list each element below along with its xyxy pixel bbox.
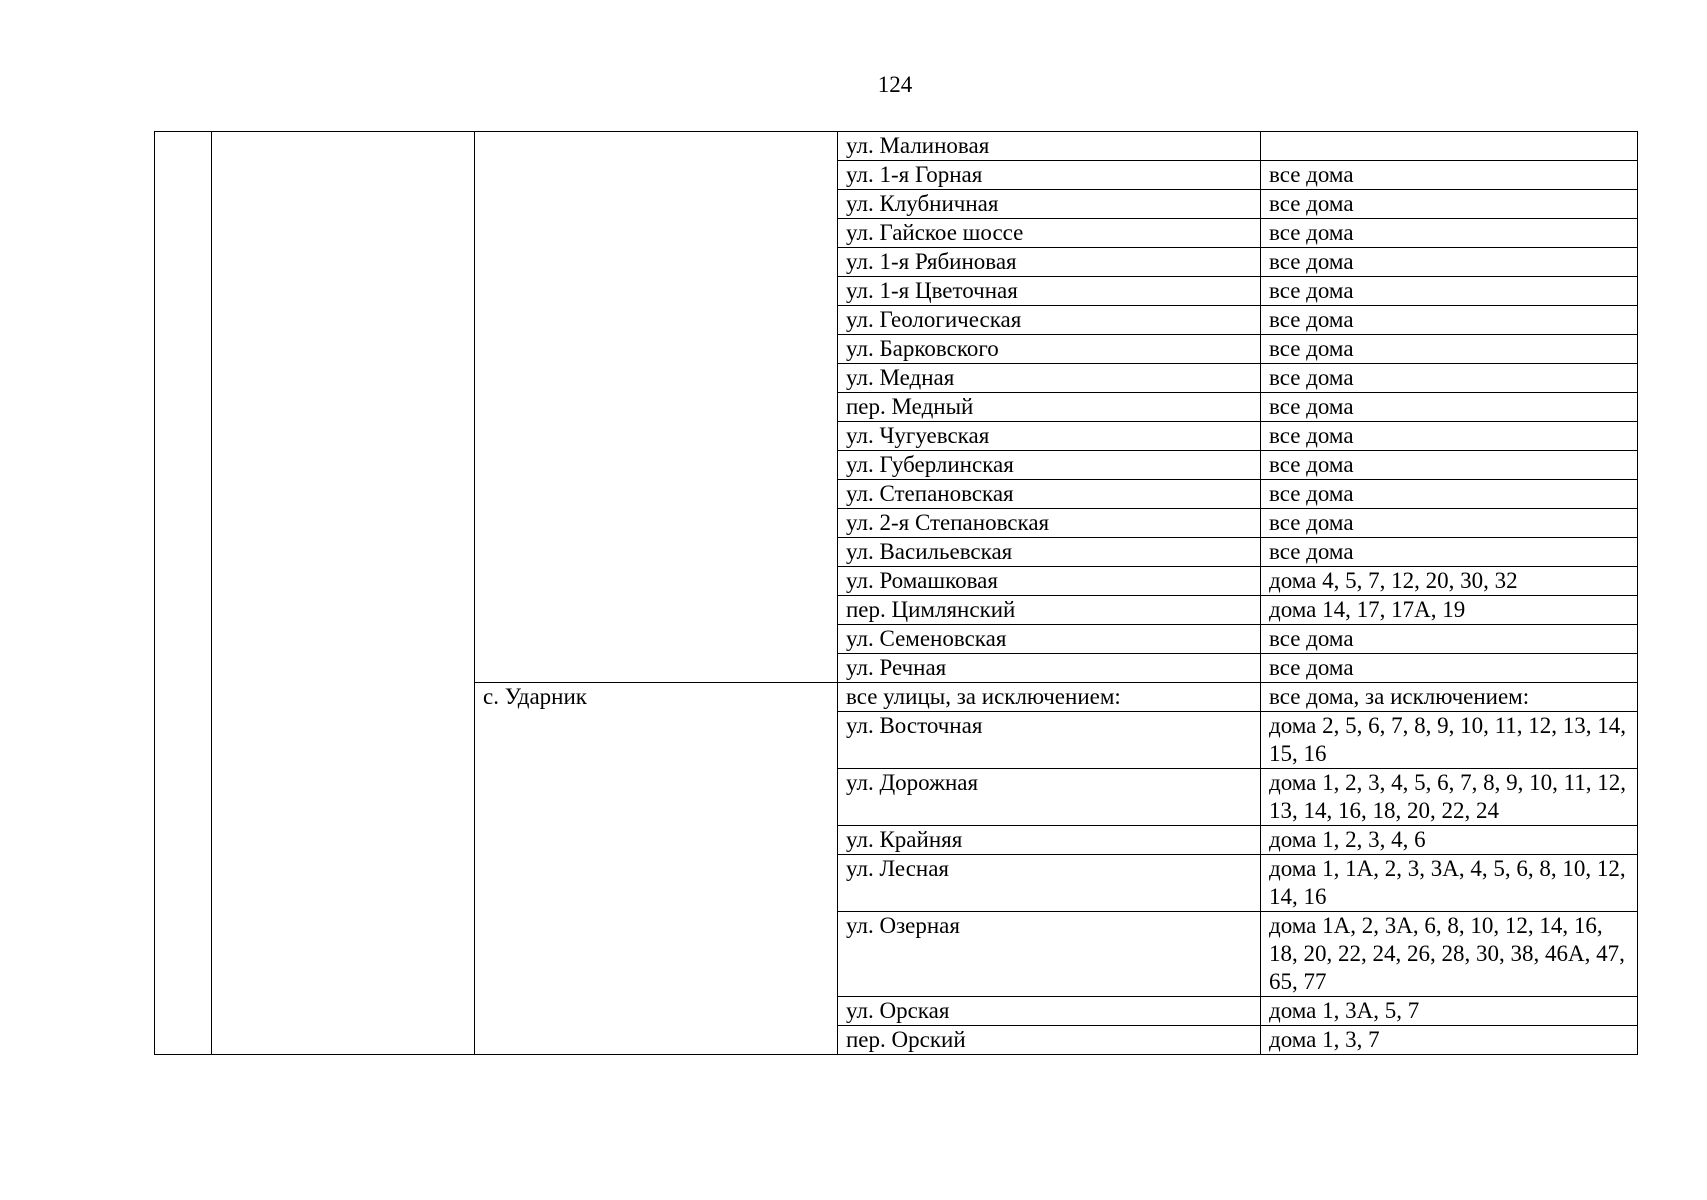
street-cell: ул. Барковского — [838, 335, 1261, 364]
houses-cell: все дома — [1261, 480, 1638, 509]
houses-cell: все дома — [1261, 306, 1638, 335]
street-cell: пер. Цимлянский — [838, 596, 1261, 625]
address-table — [154, 131, 1638, 1055]
houses-cell: все дома — [1261, 654, 1638, 683]
street-cell: ул. Речная — [838, 654, 1261, 683]
street-cell: все улицы, за исключением: — [838, 683, 1261, 712]
houses-cell: все дома — [1261, 248, 1638, 277]
street-cell: ул. Дорожная — [838, 769, 1261, 826]
houses-cell: дома 4, 5, 7, 12, 20, 30, 32 — [1261, 567, 1638, 596]
street-cell: ул. 1-я Цветочная — [838, 277, 1261, 306]
houses-cell: все дома — [1261, 364, 1638, 393]
houses-cell: все дома — [1261, 190, 1638, 219]
street-cell: ул. Чугуевская — [838, 422, 1261, 451]
houses-cell: дома 2, 5, 6, 7, 8, 9, 10, 11, 12, 13, 14, 15, 16 — [1261, 712, 1638, 769]
houses-cell: дома 1, 1А, 2, 3, 3А, 4, 5, 6, 8, 10, 12, 14, 16 — [1261, 855, 1638, 912]
page-number: 124 — [877, 72, 913, 97]
street-cell: ул. 1-я Рябиновая — [838, 248, 1261, 277]
houses-cell: все дома — [1261, 335, 1638, 364]
houses-cell: все дома — [1261, 451, 1638, 480]
houses-cell: все дома — [1261, 393, 1638, 422]
street-cell: ул. 1-я Горная — [838, 161, 1261, 190]
houses-cell: дома 1, 3А, 5, 7 — [1261, 997, 1638, 1026]
houses-cell: все дома — [1261, 422, 1638, 451]
houses-cell: все дома — [1261, 161, 1638, 190]
street-cell: ул. Орская — [838, 997, 1261, 1026]
street-cell: ул. Клубничная — [838, 190, 1261, 219]
street-cell: ул. Степановская — [838, 480, 1261, 509]
houses-cell: все дома — [1261, 625, 1638, 654]
street-cell: ул. Ромашковая — [838, 567, 1261, 596]
houses-cell: дома 1, 2, 3, 4, 6 — [1261, 826, 1638, 855]
street-cell: ул. Медная — [838, 364, 1261, 393]
houses-cell: все дома — [1261, 219, 1638, 248]
houses-cell: дома 1, 2, 3, 4, 5, 6, 7, 8, 9, 10, 11, 12, 13, 14, 16, 18, 20, 22, 24 — [1261, 769, 1638, 826]
houses-cell: все дома — [1261, 277, 1638, 306]
street-cell: ул. Геологическая — [838, 306, 1261, 335]
street-cell: ул. Озерная — [838, 912, 1261, 997]
street-cell: ул. Малиновая — [838, 132, 1261, 161]
street-cell: ул. Лесная — [838, 855, 1261, 912]
street-cell: пер. Медный — [838, 393, 1261, 422]
street-cell: ул. Семеновская — [838, 625, 1261, 654]
street-cell: ул. Крайняя — [838, 826, 1261, 855]
street-cell: ул. Губерлинская — [838, 451, 1261, 480]
houses-cell: дома 14, 17, 17А, 19 — [1261, 596, 1638, 625]
street-cell: пер. Орский — [838, 1026, 1261, 1055]
settlement-name-cell: с. Ударник — [475, 683, 838, 1055]
district-column-cell — [212, 132, 475, 1055]
houses-cell — [1261, 132, 1638, 161]
index-column-cell — [155, 132, 212, 1055]
street-cell: ул. Васильевская — [838, 538, 1261, 567]
houses-cell: все дома — [1261, 509, 1638, 538]
houses-cell: все дома, за исключением: — [1261, 683, 1638, 712]
houses-cell: дома 1, 3, 7 — [1261, 1026, 1638, 1055]
table-row — [155, 132, 1638, 161]
street-cell: ул. Гайское шоссе — [838, 219, 1261, 248]
houses-cell: все дома — [1261, 538, 1638, 567]
settlement-cell-continued — [475, 132, 838, 683]
street-cell: ул. 2-я Степановская — [838, 509, 1261, 538]
street-cell: ул. Восточная — [838, 712, 1261, 769]
houses-cell: дома 1А, 2, 3А, 6, 8, 10, 12, 14, 16, 18, 20, 22, 24, 26, 28, 30, 38, 46А, 47, 65, 77 — [1261, 912, 1638, 997]
